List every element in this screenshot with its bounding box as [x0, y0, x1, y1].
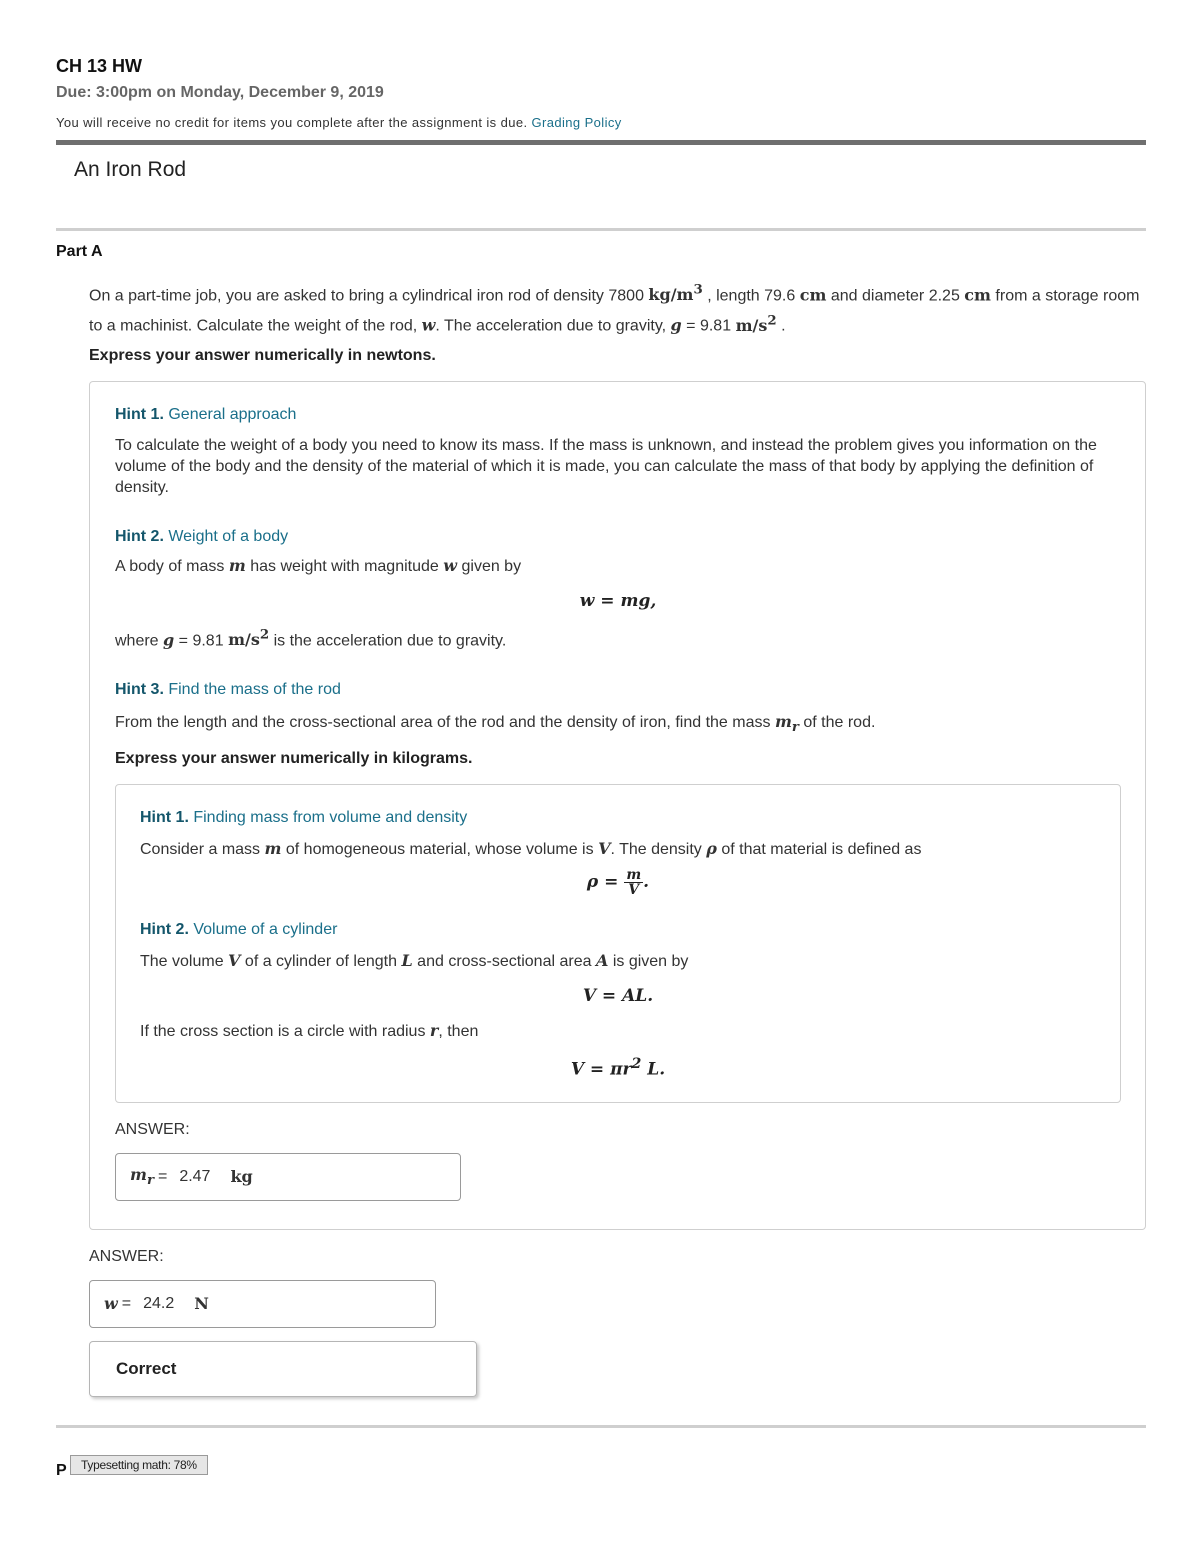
unit-text: m/s — [735, 315, 768, 335]
hint-seg: given by — [461, 557, 522, 575]
rod-mass-answer-field[interactable] — [115, 1153, 461, 1201]
part-divider — [56, 228, 1146, 231]
var-rod-mass — [774, 711, 799, 736]
hint-3 — [115, 681, 1121, 1201]
hint-1 — [115, 406, 1121, 498]
answer-unit: N — [194, 1294, 209, 1314]
correct-feedback: Correct — [89, 1341, 477, 1397]
hint-number: Hint 1. — [115, 405, 164, 423]
question-seg: . The acceleration due to gravity, — [435, 317, 667, 335]
hint-number: Hint 3. — [115, 680, 164, 698]
var-radius: r — [429, 1021, 439, 1041]
var-mass: m — [264, 839, 282, 859]
hint-title-text: Find the mass of the rod — [168, 680, 341, 698]
late-policy-notice — [56, 115, 1146, 130]
var-weight: w — [443, 555, 458, 575]
unit-length: cm — [799, 285, 827, 305]
assignment-page — [56, 56, 1146, 1428]
weight-answer-field[interactable] — [89, 1280, 436, 1328]
var-gravity: g — [163, 629, 175, 649]
hint-2-text-after — [115, 625, 1121, 651]
unit-exp: 2 — [767, 312, 777, 329]
var-length: L — [401, 951, 413, 971]
hint-number: Hint 2. — [140, 921, 189, 939]
question-seg: On a part-time job, you are asked to bring a cylindrical iron rod of density 7800 — [89, 287, 644, 305]
eq-lhs: ρ = — [586, 872, 619, 893]
sub-hint-2-title[interactable] — [140, 921, 1096, 939]
hint-1-text: To calculate the weight of a body you need to know its mass. If the mass is unknown, and instead the problem gives you information on the volume of the body and the density of the material of which it is made, you can calculate the mass of that body by applying the definition of density. — [115, 436, 1097, 496]
unit-acceleration — [228, 626, 270, 649]
answer-var: w — [104, 1294, 118, 1314]
hint-1-title[interactable] — [115, 406, 1121, 424]
answer-eq: = — [157, 1167, 168, 1185]
hint-number: Hint 2. — [115, 527, 164, 545]
hint-seg: and cross-sectional area — [417, 953, 592, 971]
question-seg: , length 79.6 — [707, 287, 796, 305]
var-density: ρ — [706, 839, 717, 859]
var-sub: r — [791, 719, 799, 736]
unit-text: kg/m — [648, 285, 694, 305]
unit-diameter: cm — [964, 285, 991, 305]
header-divider — [56, 140, 1146, 145]
hint-3-answer-label: ANSWER: — [115, 1120, 190, 1138]
eq-end: . — [643, 872, 650, 893]
var-sub: r — [146, 1172, 154, 1189]
unit-exp: 2 — [259, 626, 270, 643]
sub-hint-2-text-after — [140, 1020, 1096, 1042]
hint-seg: If the cross section is a circle with radius — [140, 1023, 426, 1041]
hint-title-text: Weight of a body — [168, 527, 289, 545]
late-policy-text: You will receive no credit for items you complete after the assignment is due. — [56, 115, 528, 130]
hint-seg: The volume — [140, 953, 224, 971]
circle-volume-equation — [140, 1056, 1096, 1080]
var-gravity: g — [670, 315, 682, 335]
density-fraction — [624, 868, 643, 897]
problem-title: An Iron Rod — [74, 158, 187, 181]
part-a-body — [89, 278, 1146, 1397]
part-b-title-partial: P — [56, 1462, 67, 1479]
sub-hint-1-title[interactable] — [140, 809, 1096, 827]
eq-part: V = πr — [570, 1059, 632, 1080]
question-seg: = 9.81 — [686, 317, 732, 335]
unit-acceleration — [735, 312, 777, 335]
answer-eq: = — [121, 1294, 132, 1312]
hint-number: Hint 1. — [140, 809, 189, 827]
answer-value: 2.47 — [179, 1167, 211, 1185]
hint-3-instruction: Express your answer numerically in kilograms. — [115, 750, 473, 768]
hint-seg: has weight with magnitude — [250, 557, 439, 575]
hints-panel — [89, 381, 1146, 1230]
hint-seg: . The density — [610, 841, 702, 859]
hint-seg: A body of mass — [115, 557, 225, 575]
var-area: A — [595, 951, 609, 971]
var-text: m — [130, 1165, 147, 1185]
answer-var — [130, 1165, 154, 1188]
eq-exp: 2 — [631, 1056, 642, 1073]
question-seg: and diameter 2.25 — [830, 287, 960, 305]
question-seg: from a storage room to a machinist. Calculate the weight of the rod, — [89, 287, 1140, 335]
frac-num: m — [626, 867, 642, 884]
var-volume: V — [228, 951, 241, 971]
unit-text: m/s — [228, 629, 260, 649]
hint-title-text: Finding mass from volume and density — [193, 809, 468, 827]
unit-exp: 3 — [693, 282, 703, 298]
var-mass: m — [228, 555, 246, 575]
due-date: Due: 3:00pm on Monday, December 9, 2019 — [56, 84, 384, 101]
hint-seg: Consider a mass — [140, 841, 261, 859]
hint-seg: of a cylinder of length — [244, 953, 398, 971]
cylinder-volume-equation: V = AL. — [582, 986, 654, 1007]
answer-unit: kg — [230, 1167, 253, 1187]
question-text — [89, 278, 1146, 339]
hint-title-text: Volume of a cylinder — [193, 921, 338, 939]
grading-policy-link[interactable]: Grading Policy — [531, 115, 622, 130]
hint-2-title[interactable] — [115, 528, 1121, 546]
part-a-answer-label: ANSWER: — [89, 1247, 164, 1265]
answer-value: 24.2 — [143, 1294, 175, 1312]
hint-seg: From the length and the cross-sectional area of the rod and the density of iron, find the mass — [115, 713, 771, 731]
sub-hint-2-text — [140, 950, 1096, 972]
hint-3-title[interactable] — [115, 681, 1121, 699]
hint-seg: is given by — [612, 953, 689, 971]
weight-equation: w = mg, — [579, 590, 657, 611]
sub-hint-1 — [140, 809, 1096, 897]
part-b-divider — [56, 1425, 1146, 1428]
var-weight: w — [421, 315, 436, 335]
hint-title-text: General approach — [168, 405, 297, 423]
hint-2-text — [115, 555, 1121, 577]
hint-seg: where — [115, 631, 159, 649]
frac-den: V — [628, 882, 640, 899]
hint-3-text — [115, 711, 1121, 738]
mathjax-status-message: Typesetting math: 78% — [70, 1455, 208, 1475]
eq-part: L. — [647, 1059, 666, 1080]
part-a-title: Part A — [56, 243, 103, 260]
var-volume: V — [598, 839, 611, 859]
question-seg: . — [781, 317, 786, 335]
hint-seg: of homogeneous material, whose volume is — [285, 841, 594, 859]
hint-seg: = 9.81 — [178, 631, 224, 649]
sub-hint-2 — [140, 921, 1096, 1080]
var-text: m — [774, 711, 792, 731]
answer-instruction: Express your answer numerically in newtons. — [89, 346, 436, 364]
hint-seg: is the acceleration due to gravity. — [273, 631, 507, 649]
hint-seg: , then — [438, 1023, 479, 1041]
unit-density — [648, 282, 703, 305]
sub-hint-1-text — [140, 838, 1096, 860]
assignment-title: CH 13 HW — [56, 56, 143, 76]
hint-seg: of the rod. — [803, 713, 876, 731]
density-equation — [140, 868, 1096, 897]
sub-hints-panel — [115, 784, 1121, 1103]
hint-2 — [115, 528, 1121, 651]
hint-seg: of that material is defined as — [721, 841, 922, 859]
